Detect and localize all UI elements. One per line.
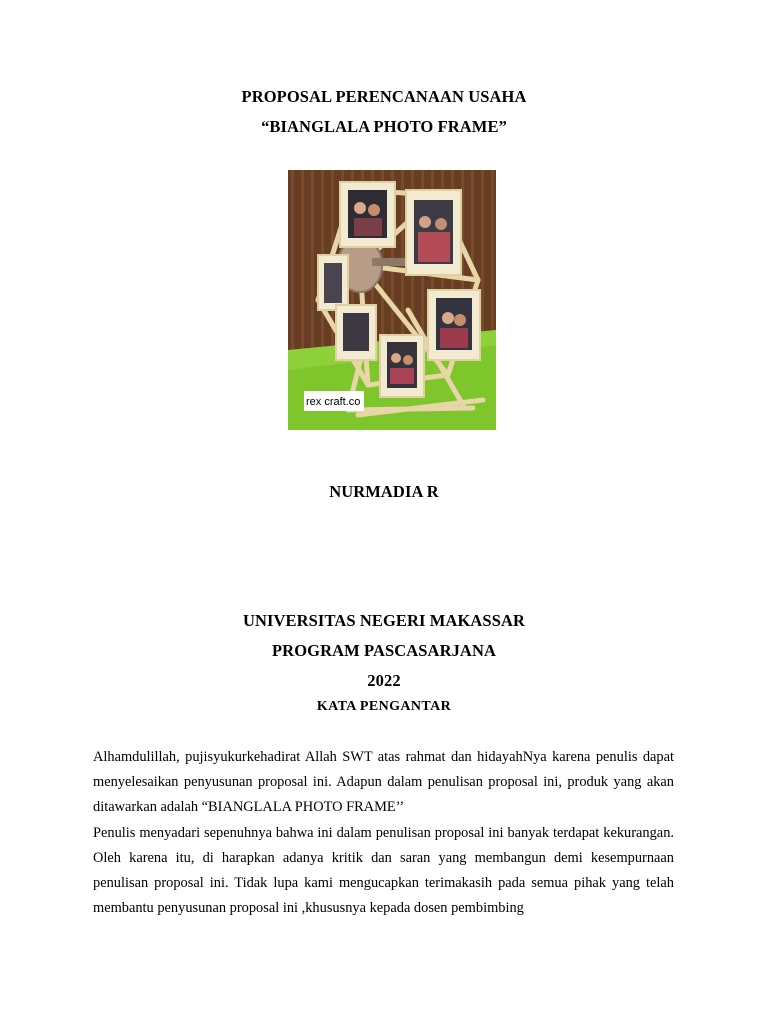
foreword-paragraph-1: Alhamdulillah, pujisyukurkehadirat Allah SWT atas rahmat dan hidayahNya karena penulis dapat menyelesaikan penyusunan proposal ini. Adapun dalam penulisan proposal ini, produk yang akan ditawarkan adalah “BIANGLALA PHOTO FRAME’’ xyxy=(93,749,674,816)
program-name: PROGRAM PASCASARJANA xyxy=(272,641,496,660)
year: 2022 xyxy=(367,671,401,690)
cover-photo-ferris-wheel-frame xyxy=(288,170,496,430)
university-name: UNIVERSITAS NEGERI MAKASSAR xyxy=(242,611,526,630)
author-name: NURMADIA R xyxy=(329,482,439,501)
title-line-2: “BIANGLALA PHOTO FRAME” xyxy=(261,117,507,136)
photo-watermark: rex craft.co xyxy=(306,396,361,408)
foreword-heading: KATA PENGANTAR xyxy=(316,699,452,714)
title-line-1: PROPOSAL PERENCANAAN USAHA xyxy=(241,87,527,106)
foreword-body xyxy=(93,745,674,921)
foreword-paragraph-2: Penulis menyadari sepenuhnya bahwa ini dalam penulisan proposal ini banyak terdapat kekurangan. Oleh karena itu, di harapkan adanya kritik dan saran yang membangun demi kesempurnaan penulisan proposal ini. Tidak lupa kami mengucapkan terimakasih pada semua pihak yang telah membantu penyusunan proposal ini ,khususnya kepada dosen pembimbing xyxy=(93,824,674,917)
